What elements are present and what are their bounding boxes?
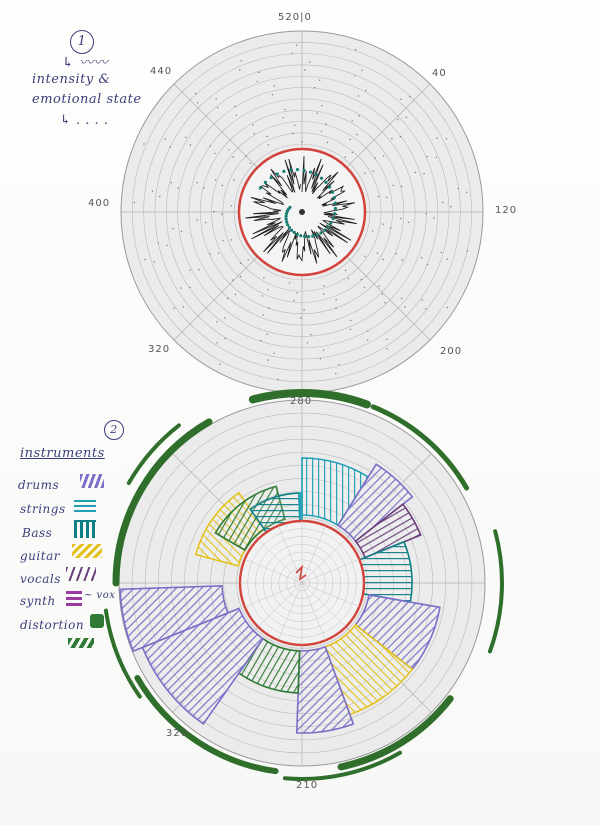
diagram-1-number-text: 1: [77, 34, 87, 49]
d1-tick-left: 400: [88, 198, 111, 209]
legend-title: instruments: [20, 446, 105, 461]
diagram-1-arrow-squiggle: ↳ 〰〰: [62, 55, 109, 71]
d1-tick-bottom-left: 320: [148, 344, 171, 355]
legend-swatch-drums: [80, 474, 104, 488]
d2-tick-bottom-left: 320: [166, 728, 189, 739]
d2-tick-bottom: 210: [296, 780, 319, 791]
legend-swatch-vocals: [66, 567, 96, 581]
d1-tick-bottom-right: 200: [440, 346, 463, 357]
legend-item-distortion: [20, 614, 84, 633]
diagram-2-number: [104, 420, 124, 440]
legend-label-distortion: distortion: [20, 618, 85, 632]
diagram-1-note-line-3: ↳ . . . .: [60, 113, 109, 128]
legend-swatch-distortion-2: [68, 638, 94, 648]
legend-label-synth: synth: [20, 594, 56, 608]
legend-swatch-synth: [66, 588, 82, 606]
legend-swatch-distortion: [90, 614, 104, 628]
diagram-1-note-line-2: emotional state: [32, 92, 142, 107]
d2-tick-top: 280: [290, 396, 313, 407]
legend-item-synth: [20, 590, 56, 609]
legend-swatch-bass: [74, 520, 96, 538]
legend-item-strings: [20, 498, 66, 517]
distortion-arc: [490, 531, 502, 651]
d1-tick-top-left: 440: [150, 66, 173, 77]
d1-tick-top-right: 40: [432, 68, 447, 79]
legend-label-drums: drums: [18, 478, 60, 492]
legend-label-guitar: guitar: [20, 549, 60, 563]
legend-item-drums: [18, 474, 59, 493]
diagram-2-number-text: 2: [110, 423, 118, 436]
d1-tick-right: 120: [495, 205, 518, 216]
legend-item-bass: [22, 522, 52, 541]
legend-label-bass: Bass: [22, 526, 53, 540]
diagram-1-note-line-1: intensity &: [32, 72, 111, 87]
synth-note: ~ vox: [84, 590, 116, 601]
legend-swatch-guitar: [72, 544, 102, 558]
legend: [18, 472, 128, 652]
wedge-strings-b: [299, 493, 302, 521]
d1-tick-top: 520|0: [278, 12, 312, 23]
legend-item-vocals: [20, 568, 61, 587]
legend-swatch-strings: [74, 498, 96, 512]
legend-label-strings: strings: [20, 502, 66, 516]
legend-item-guitar: [20, 545, 60, 564]
legend-label-vocals: vocals: [20, 572, 61, 586]
